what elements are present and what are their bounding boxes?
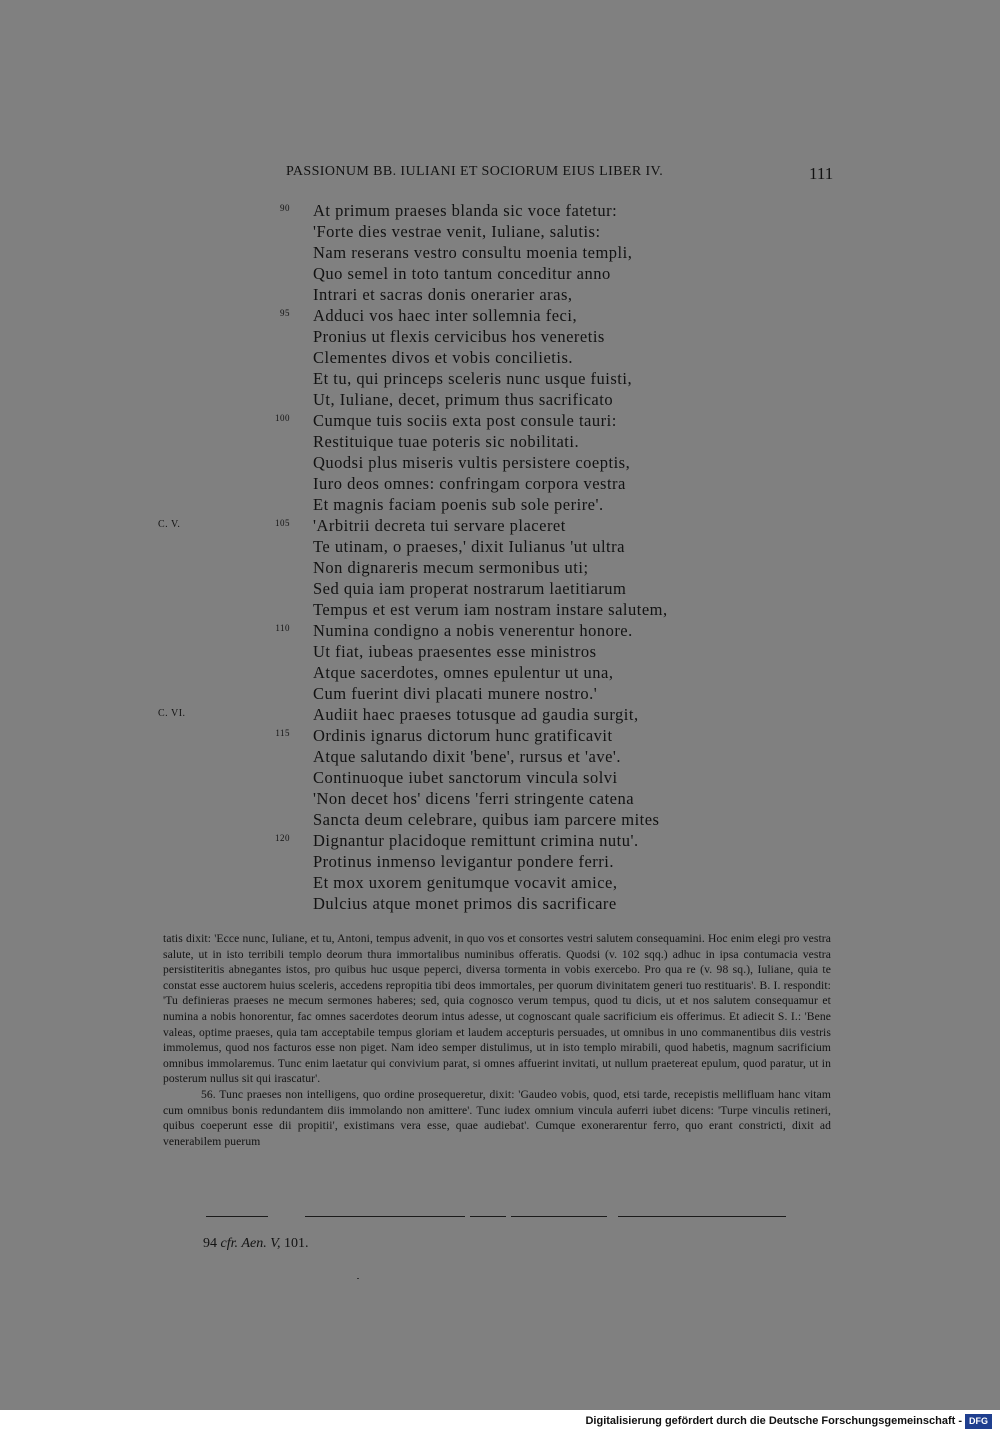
line-number: 100 xyxy=(275,413,290,423)
rule-segment xyxy=(305,1216,465,1217)
line-number: 115 xyxy=(275,728,290,738)
verse-line xyxy=(0,431,1000,452)
verse-line xyxy=(0,893,1000,914)
verse-line xyxy=(0,662,1000,683)
verse-line xyxy=(0,851,1000,872)
verse-text: Quodsi plus miseris vultis persistere coeptis, xyxy=(313,453,631,472)
verse-line xyxy=(0,473,1000,494)
verse-text: Te utinam, o praeses,' dixit Iulianus 'ut ultra xyxy=(313,537,625,556)
verse-text: Tempus et est verum iam nostram instare salutem, xyxy=(313,600,668,619)
rule-segment xyxy=(470,1216,506,1217)
verse-text: At primum praeses blanda sic voce fatetur: xyxy=(313,201,618,220)
footnote xyxy=(203,1236,309,1252)
verse-text: 'Arbitrii decreta tui servare placeret xyxy=(313,516,566,535)
verse-line xyxy=(0,452,1000,473)
verse-text: Ut fiat, iubeas praesentes esse ministros xyxy=(313,642,597,661)
verse-line xyxy=(0,788,1000,809)
footnote-separator xyxy=(0,1216,1000,1219)
verse-text: Protinus inmenso levigantur pondere ferri. xyxy=(313,852,614,871)
verse-line xyxy=(0,725,1000,746)
digitization-bar xyxy=(0,1410,1000,1434)
line-number: 95 xyxy=(280,308,290,318)
rule-segment xyxy=(618,1216,786,1217)
dfg-logo: DFG xyxy=(965,1414,992,1429)
page-header xyxy=(0,164,1000,186)
verse-line xyxy=(0,200,1000,221)
line-number: 90 xyxy=(280,203,290,213)
verse-text: Sancta deum celebrare, quibus iam parcere mites xyxy=(313,810,660,829)
verse-line xyxy=(0,746,1000,767)
verse-text: Et magnis faciam poenis sub sole perire'. xyxy=(313,495,604,514)
verse-text: Continuoque iubet sanctorum vincula solvi xyxy=(313,768,618,787)
rule-segment xyxy=(206,1216,268,1217)
verse-line xyxy=(0,515,1000,536)
verse-text: Cumque tuis sociis exta post consule tauri: xyxy=(313,411,617,430)
verse-text: Iuro deos omnes: confringam corpora vestra xyxy=(313,474,626,493)
stray-mark xyxy=(357,1278,359,1279)
verse-line xyxy=(0,410,1000,431)
verse-line xyxy=(0,620,1000,641)
verse-text: Quo semel in toto tantum conceditur anno xyxy=(313,264,611,283)
footnote-source: Aen. V, xyxy=(241,1236,281,1251)
verse-line xyxy=(0,872,1000,893)
page-number: 111 xyxy=(809,164,834,183)
verse-line xyxy=(0,641,1000,662)
verse-text: Restituique tuae poteris sic nobilitati. xyxy=(313,432,580,451)
verse-text: Et tu, qui princeps sceleris nunc usque fuisti, xyxy=(313,369,633,388)
verse-text: Ut, Iuliane, decet, primum thus sacrificato xyxy=(313,390,614,409)
verse-line xyxy=(0,305,1000,326)
commentary-paragraph: 56. Tunc praeses non intelligens, quo ordine prosequeretur, dixit: 'Gaudeo vobis, quod, etsi tarde, recepistis mellifluam hanc vitam cum omnibus bonis redundantem diis immolando non amittere'. Tunc iudex omnium vincula auferri iubet dicens: 'Turpe vinculis retineri, quibus coeperunt esse dii propitii', existimans vera esse, quae audiebat'. Cumque exonerarentur ferro, quo erant constricti, dixit ad venerabilem puerum xyxy=(163,1087,831,1148)
verse-line xyxy=(0,767,1000,788)
verse-line xyxy=(0,389,1000,410)
verse-text: Pronius ut flexis cervicibus hos veneretis xyxy=(313,327,605,346)
verse-text: Dulcius atque monet primos dis sacrificare xyxy=(313,894,617,913)
verse-text: Sed quia iam properat nostrarum laetitiarum xyxy=(313,579,627,598)
running-title: PASSIONUM BB. IULIANI ET SOCIORUM EIUS LIBER IV. xyxy=(286,164,664,179)
footnote-line: 101. xyxy=(284,1236,309,1251)
verse-line xyxy=(0,830,1000,851)
verse-block xyxy=(0,200,1000,914)
verse-line xyxy=(0,809,1000,830)
line-number: 120 xyxy=(275,833,290,843)
verse-line xyxy=(0,242,1000,263)
verse-text: Atque sacerdotes, omnes epulentur ut una, xyxy=(313,663,614,682)
verse-line xyxy=(0,221,1000,242)
verse-line xyxy=(0,326,1000,347)
verse-text: Adduci vos haec inter sollemnia feci, xyxy=(313,306,578,325)
verse-line xyxy=(0,536,1000,557)
verse-text: Dignantur placidoque remittunt crimina nutu'. xyxy=(313,831,639,850)
verse-line xyxy=(0,599,1000,620)
line-number: 110 xyxy=(275,623,290,633)
verse-line xyxy=(0,578,1000,599)
digitization-credit: Digitalisierung gefördert durch die Deutsche Forschungsgemeinschaft - xyxy=(585,1415,962,1427)
verse-text: Clementes divos et vobis concilietis. xyxy=(313,348,574,367)
verse-line xyxy=(0,263,1000,284)
verse-text: Audiit haec praeses totusque ad gaudia surgit, xyxy=(313,705,639,724)
verse-line xyxy=(0,494,1000,515)
verse-text: 'Non decet hos' dicens 'ferri stringente catena xyxy=(313,789,635,808)
verse-text: Cum fuerint divi placati munere nostro.' xyxy=(313,684,598,703)
verse-text: Numina condigno a nobis venerentur honore. xyxy=(313,621,633,640)
verse-text: Et mox uxorem genitumque vocavit amice, xyxy=(313,873,618,892)
chapter-marker: C. V. xyxy=(158,519,181,530)
verse-line xyxy=(0,368,1000,389)
verse-line xyxy=(0,284,1000,305)
verse-text: Atque salutando dixit 'bene', rursus et 'ave'. xyxy=(313,747,621,766)
verse-line xyxy=(0,704,1000,725)
rule-segment xyxy=(511,1216,607,1217)
footnote-number: 94 xyxy=(203,1236,217,1251)
commentary-paragraph: tatis dixit: 'Ecce nunc, Iuliane, et tu, Antoni, tempus advenit, in quo vos et consortes vestri salutem consequamini. Hoc enim elegi pro vestra salute, ut in isto terribili templo deorum thura immortalibus numinibus offeratis. Quodsi (v. 102 sqq.) adhuc in ipsa contumacia vestra persistiteritis abnegantes istos, pro quibus huc usque peperci, diversa tormenta in vobis exercebo. Pro qua re (v. 98 sq.), Iuliane, quia te constat esse auctorem huius sceleris, accedens repropitia tibi deos immortales, per quorum divinitatem generi tuo restituaris'. B. I. respondit: 'Tu definieras praeses ne mecum sermones haberes; sed, quia cognosco verum tempus, quod tu dicis, ut et nos salutem consequamur et numina a nobis honorentur, fac omnes sacerdotes deorum intus adesse, ut cognoscant quale sacrificium eis offerimus. Et adiecit S. I.: 'Bene valeas, optime praeses, quia tam acceptabile tempus gloriam et laudem accepturis persuades, ut omnibus in uno commanentibus diis vestris immolemus, quod nos facturos esse non piget. Nam ideo semper distulimus, ut in isto templo mirabili, quod habetis, magnum sacrificium omnibus immolaremus. Tunc enim laetatur qui convivium parat, si omnes affuerint invitati, ut nullum praetereat epulum, quod paratur, ut in posterum nullus sit qui irascatur'. xyxy=(163,932,831,1086)
verse-line xyxy=(0,557,1000,578)
verse-text: Intrari et sacras donis onerarier aras, xyxy=(313,285,573,304)
footnote-abbrev: cfr. xyxy=(220,1236,238,1251)
commentary-block xyxy=(163,931,831,1149)
verse-text: Nam reserans vestro consultu moenia templi, xyxy=(313,243,633,262)
chapter-marker: C. VI. xyxy=(158,708,186,719)
verse-text: Non dignareris mecum sermonibus uti; xyxy=(313,558,589,577)
verse-line xyxy=(0,683,1000,704)
verse-line xyxy=(0,347,1000,368)
verse-text: Ordinis ignarus dictorum hunc gratificavit xyxy=(313,726,613,745)
verse-text: 'Forte dies vestrae venit, Iuliane, salutis: xyxy=(313,222,601,241)
line-number: 105 xyxy=(275,518,290,528)
